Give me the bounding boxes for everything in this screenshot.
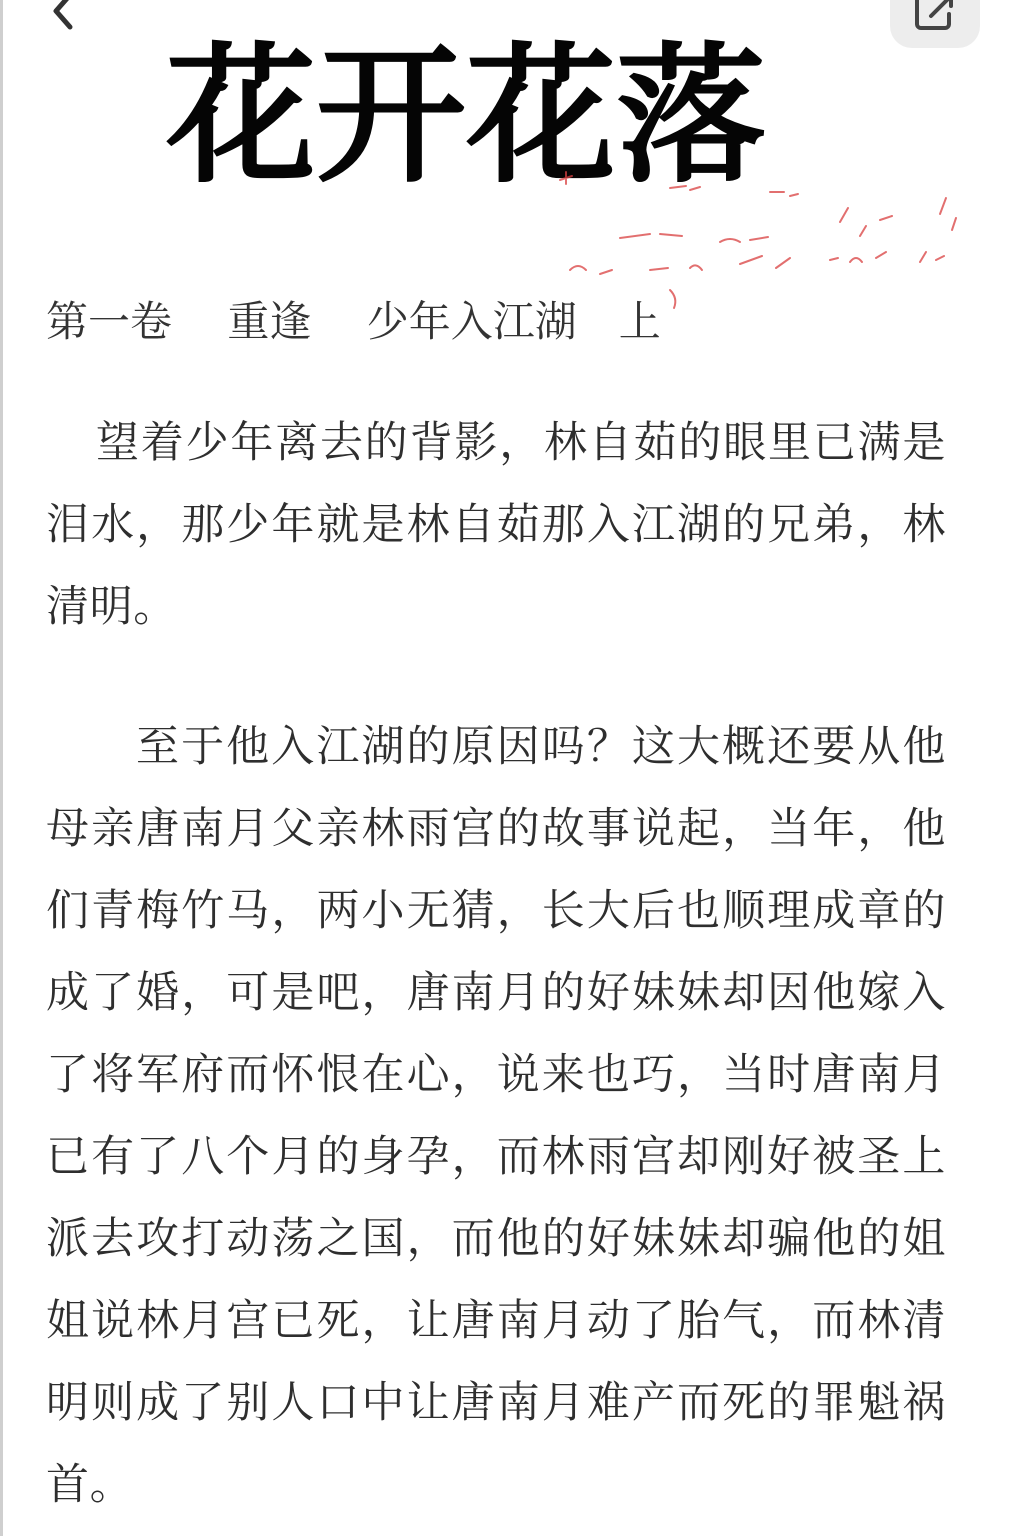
back-button[interactable] bbox=[38, 0, 88, 36]
article-body bbox=[46, 402, 946, 1526]
share-button[interactable] bbox=[890, 0, 980, 48]
share-icon bbox=[913, 0, 957, 34]
chapter-heading: 第一卷 重逢 少年入江湖 上 bbox=[46, 297, 661, 346]
book-title: 花开花落 bbox=[166, 30, 767, 204]
paragraph: 至于他入江湖的原因吗？这大概还要从他母亲唐南月父亲林雨宫的故事说起，当年，他们青梅竹马，两小无猜，长大后也顺理成章的成了婚，可是吧，唐南月的好妹妹却因他嫁入了将军府而怀恨在心，说来也巧，当时唐南月已有了八个月的身孕，而林雨宫却刚好被圣上派去攻打动荡之国，而他的好妹妹却骗他的姐姐说林月宫已死，让唐南月动了胎气，而林清明则成了别人口中让唐南月难产而死的罪魁祸首。 bbox=[46, 722, 946, 1510]
chevron-left-icon bbox=[48, 0, 78, 31]
left-edge-divider bbox=[0, 0, 3, 1536]
paragraph: 望着少年离去的背影，林自茹的眼里已满是泪水，那少年就是林自茹那入江湖的兄弟，林清明。 bbox=[46, 418, 946, 632]
